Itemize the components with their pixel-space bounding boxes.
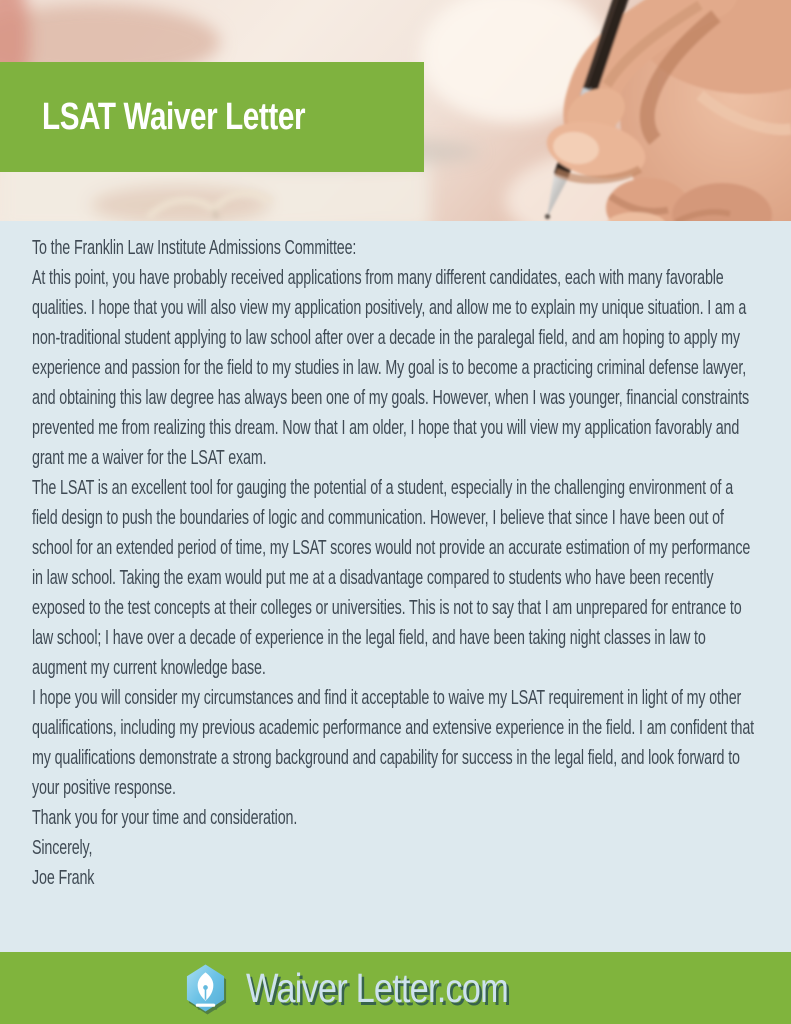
title-banner bbox=[0, 62, 424, 172]
letter-body bbox=[0, 221, 791, 952]
brand-text: Waiver Letter.com bbox=[246, 964, 508, 1011]
page-title: LSAT Waiver Letter bbox=[42, 95, 306, 138]
pen-nib-hexagon-icon bbox=[184, 963, 227, 1013]
letter-thanks: Thank you for your time and consideration. bbox=[32, 807, 298, 829]
footer-bar bbox=[0, 952, 791, 1024]
brand-logo[interactable] bbox=[184, 952, 558, 1024]
letter-signature: Joe Frank bbox=[32, 867, 95, 889]
letter-paragraph: I hope you will consider my circumstances and find it acceptable to waive my LSAT requirement in light of my other qualifications, including my previous academic performance and extensive experience in the field. I am confident that my qualifications demonstrate a strong background and capability for success in the legal field, and look forward to your positive response. bbox=[32, 687, 755, 799]
letter-greeting: To the Franklin Law Institute Admissions Committee: bbox=[32, 237, 357, 259]
letter-closing: Sincerely, bbox=[32, 837, 93, 859]
letter-paragraph: At this point, you have probably received applications from many different candidates, each with many favorable qualities. I hope that you will also view my application positively, and allow me to explain my unique situation. I am a non-traditional student applying to law school after over a decade in the paralegal field, and am hoping to apply my experience and passion for the field to my studies in law. My goal is to become a practicing criminal defense lawyer, and obtaining this law degree has always been one of my goals. However, when I was younger, financial constraints prevented me from realizing this dream. Now that I am older, I hope that you will view my application favorably and grant me a waiver for the LSAT exam. bbox=[32, 267, 750, 469]
letter-text bbox=[32, 233, 758, 893]
letter-paragraph: The LSAT is an excellent tool for gauging the potential of a student, especially in the challenging environment of a field design to push the boundaries of logic and communication. However, I believe that since I have been out of school for an extended period of time, my LSAT scores would not provide an accurate estimation of my performance in law school. Taking the exam would put me at a disadvantage compared to students who have been recently exposed to the test concepts at their colleges or universities. This is not to say that I am unprepared for entrance to law school; I have over a decade of experience in the legal field, and have been taking night classes in law to augment my current knowledge base. bbox=[32, 477, 751, 679]
